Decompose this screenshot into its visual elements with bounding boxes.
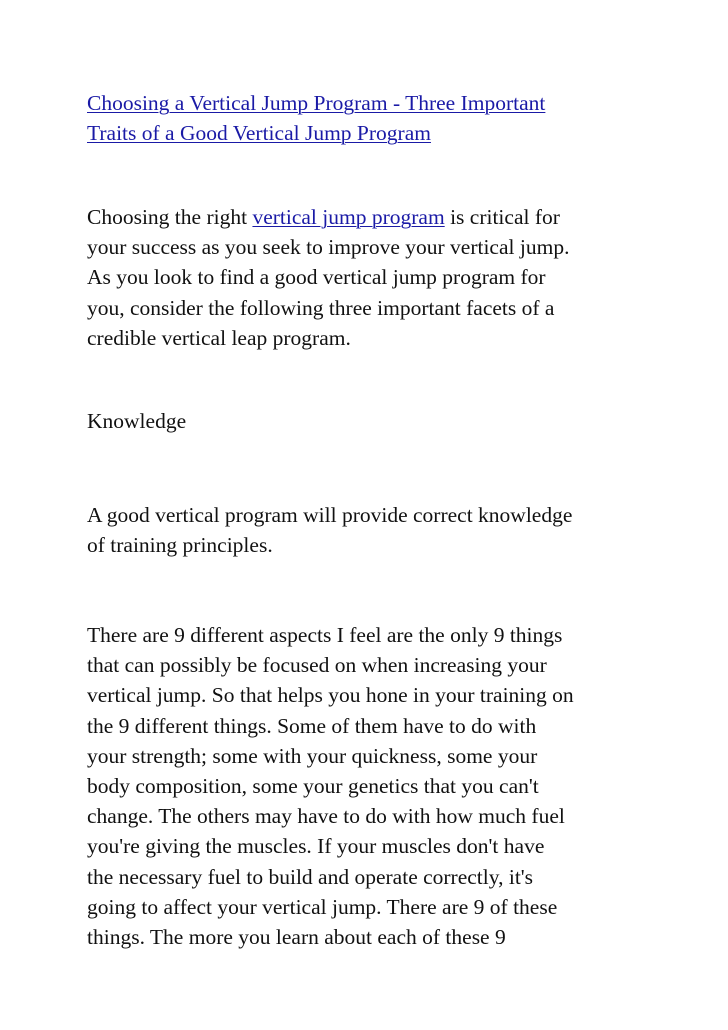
- intro-paragraph: [87, 202, 667, 353]
- vertical-jump-program-link[interactable]: vertical jump program: [252, 205, 445, 229]
- knowledge-line-1: A good vertical program will provide correct knowledge: [87, 503, 573, 527]
- section-heading-knowledge: Knowledge: [87, 409, 187, 433]
- body-line-9: the necessary fuel to build and operate correctly, it's: [87, 864, 534, 889]
- intro-text-after-link: is critical for: [444, 205, 560, 229]
- article-title-link[interactable]: [87, 88, 667, 148]
- body-line-5: your strength; some with your quickness, some your: [87, 743, 538, 768]
- body-line-3: vertical jump. So that helps you hone in your training on: [87, 683, 574, 708]
- intro-line-2: your success as you seek to improve your vertical jump.: [87, 235, 570, 260]
- knowledge-line-2: of training principles.: [87, 533, 273, 558]
- body-line-4: the 9 different things. Some of them have to do with: [87, 713, 537, 738]
- intro-line-4: you, consider the following three important facets of a: [87, 295, 555, 320]
- body-line-2: that can possibly be focused on when increasing your: [87, 653, 547, 678]
- knowledge-paragraph: [87, 500, 667, 560]
- intro-text-before-link: Choosing the right: [87, 205, 253, 229]
- intro-line-1: [87, 202, 667, 232]
- body-line-1: There are 9 different aspects I feel are the only 9 things: [87, 623, 563, 647]
- intro-line-5: credible vertical leap program.: [87, 325, 351, 350]
- intro-line-3: As you look to find a good vertical jump program for: [87, 265, 546, 290]
- body-line-6: body composition, some your genetics that you can't: [87, 774, 539, 799]
- body-line-8: you're giving the muscles. If your muscles don't have: [87, 834, 545, 859]
- title-line-2[interactable]: Traits of a Good Vertical Jump Program: [87, 121, 431, 146]
- title-line-1[interactable]: Choosing a Vertical Jump Program - Three Important: [87, 91, 546, 115]
- body-line-10: going to affect your vertical jump. There are 9 of these: [87, 894, 558, 919]
- body-paragraph: [87, 620, 667, 952]
- body-line-11: things. The more you learn about each of these 9: [87, 925, 506, 950]
- body-line-7: change. The others may have to do with how much fuel: [87, 804, 565, 829]
